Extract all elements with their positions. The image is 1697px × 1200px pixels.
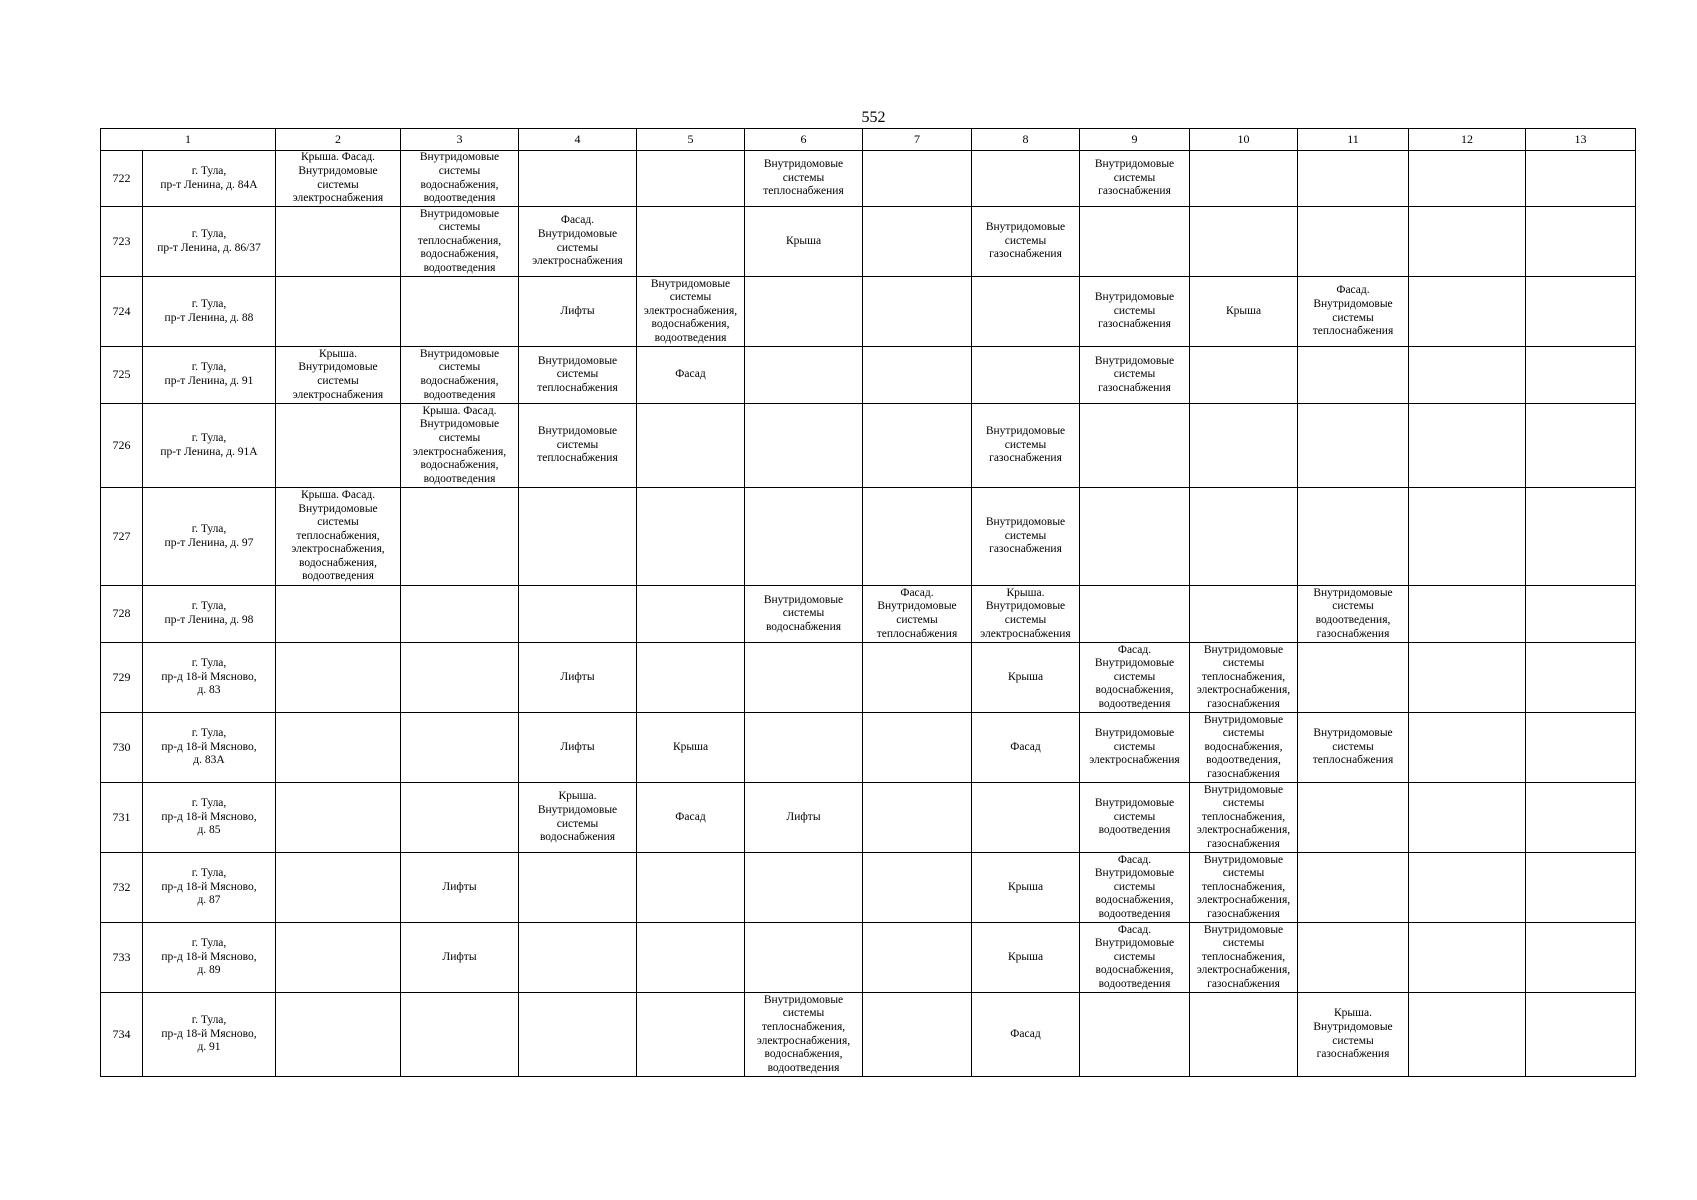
work-cell (637, 207, 745, 277)
column-header: 12 (1409, 129, 1526, 151)
work-cell (1409, 643, 1526, 713)
row-number: 732 (101, 853, 143, 923)
work-cell: Внутридомовые системы теплоснабжения (519, 404, 637, 488)
address-cell: г. Тула, пр-т Ленина, д. 84А (143, 151, 276, 207)
work-cell: Внутридомовые системы электроснабжения, водоснабжения, водоотведения (637, 277, 745, 347)
work-cell (745, 488, 863, 586)
work-cell (1298, 853, 1409, 923)
work-cell (519, 586, 637, 643)
address-cell: г. Тула, пр-д 18-й Мясново, д. 87 (143, 853, 276, 923)
work-cell (401, 488, 519, 586)
work-cell: Фасад (972, 993, 1080, 1077)
work-cell (1526, 853, 1636, 923)
work-cell (863, 404, 972, 488)
work-cell: Внутридомовые системы газоснабжения (972, 404, 1080, 488)
work-cell (637, 488, 745, 586)
work-cell (401, 586, 519, 643)
address-cell: г. Тула, пр-д 18-й Мясново, д. 91 (143, 993, 276, 1077)
work-cell: Лифты (745, 783, 863, 853)
work-cell (972, 347, 1080, 404)
work-cell (1080, 993, 1190, 1077)
work-cell: Крыша. Фасад. Внутридомовые системы электроснабжения (276, 151, 401, 207)
work-cell (276, 277, 401, 347)
work-cell (1526, 347, 1636, 404)
work-cell (1298, 643, 1409, 713)
work-cell (1190, 993, 1298, 1077)
work-cell (401, 783, 519, 853)
work-cell (1409, 404, 1526, 488)
work-cell: Внутридомовые системы теплоснабжения (745, 151, 863, 207)
work-cell: Фасад. Внутридомовые системы теплоснабжения (863, 586, 972, 643)
work-cell: Внутридомовые системы теплоснабжения, электроснабжения, водоснабжения, водоотведения (745, 993, 863, 1077)
table-row (101, 783, 1636, 853)
work-cell: Фасад (637, 347, 745, 404)
work-cell (972, 151, 1080, 207)
column-header: 5 (637, 129, 745, 151)
work-cell (1526, 993, 1636, 1077)
column-header: 3 (401, 129, 519, 151)
work-cell (519, 993, 637, 1077)
work-cell (1526, 151, 1636, 207)
work-cell: Внутридомовые системы газоснабжения (1080, 151, 1190, 207)
work-cell (401, 277, 519, 347)
work-cell (1409, 277, 1526, 347)
work-cell (1526, 713, 1636, 783)
work-cell (519, 923, 637, 993)
work-cell (745, 853, 863, 923)
work-cell: Крыша (1190, 277, 1298, 347)
address-cell: г. Тула, пр-д 18-й Мясново, д. 83 (143, 643, 276, 713)
work-cell (276, 643, 401, 713)
work-cell (1190, 488, 1298, 586)
table-row (101, 993, 1636, 1077)
work-cell (1409, 151, 1526, 207)
column-header: 4 (519, 129, 637, 151)
address-cell: г. Тула, пр-т Ленина, д. 91 (143, 347, 276, 404)
work-cell (276, 207, 401, 277)
work-cell: Лифты (519, 277, 637, 347)
work-cell (1526, 586, 1636, 643)
work-cell (1298, 151, 1409, 207)
address-cell: г. Тула, пр-д 18-й Мясново, д. 89 (143, 923, 276, 993)
work-cell (972, 277, 1080, 347)
work-cell (637, 923, 745, 993)
row-number: 728 (101, 586, 143, 643)
work-cell (276, 923, 401, 993)
work-cell (637, 151, 745, 207)
work-cell: Крыша. Фасад. Внутридомовые системы электроснабжения, водоснабжения, водоотведения (401, 404, 519, 488)
table-row (101, 277, 1636, 347)
address-cell: г. Тула, пр-т Ленина, д. 88 (143, 277, 276, 347)
work-cell: Лифты (401, 923, 519, 993)
work-cell (1409, 923, 1526, 993)
work-cell (1409, 586, 1526, 643)
table-row (101, 853, 1636, 923)
work-cell: Внутридомовые системы теплоснабжения, электроснабжения, газоснабжения (1190, 923, 1298, 993)
row-number: 727 (101, 488, 143, 586)
table-row (101, 713, 1636, 783)
work-cell: Крыша (637, 713, 745, 783)
work-cell (637, 586, 745, 643)
work-cell (863, 853, 972, 923)
address-cell: г. Тула, пр-т Ленина, д. 97 (143, 488, 276, 586)
work-cell (745, 923, 863, 993)
work-cell (1190, 207, 1298, 277)
work-cell (637, 643, 745, 713)
work-cell (637, 993, 745, 1077)
work-cell: Внутридомовые системы водоотведения (1080, 783, 1190, 853)
work-cell (1298, 207, 1409, 277)
work-cell: Крыша (972, 643, 1080, 713)
work-cell (1526, 207, 1636, 277)
work-cell (863, 151, 972, 207)
row-number: 726 (101, 404, 143, 488)
column-header-row (101, 129, 1636, 151)
work-cell (863, 347, 972, 404)
work-cell (1409, 993, 1526, 1077)
work-cell (1526, 488, 1636, 586)
work-cell (1409, 207, 1526, 277)
work-cell (1526, 277, 1636, 347)
work-cell: Крыша (745, 207, 863, 277)
work-cell (1409, 713, 1526, 783)
row-number: 722 (101, 151, 143, 207)
work-cell (519, 853, 637, 923)
work-cell (745, 277, 863, 347)
table-row (101, 488, 1636, 586)
table-row (101, 151, 1636, 207)
work-cell: Фасад. Внутридомовые системы водоснабжения, водоотведения (1080, 643, 1190, 713)
work-cell: Внутридомовые системы теплоснабжения, электроснабжения, газоснабжения (1190, 783, 1298, 853)
work-cell: Крыша. Внутридомовые системы электроснабжения (276, 347, 401, 404)
work-cell: Внутридомовые системы газоснабжения (972, 488, 1080, 586)
table-row (101, 586, 1636, 643)
work-cell: Фасад. Внутридомовые системы теплоснабжения (1298, 277, 1409, 347)
work-cell (1298, 404, 1409, 488)
work-cell (637, 404, 745, 488)
work-cell: Внутридомовые системы газоснабжения (1080, 277, 1190, 347)
column-header: 8 (972, 129, 1080, 151)
work-cell: Крыша (972, 923, 1080, 993)
column-header: 7 (863, 129, 972, 151)
work-cell (1409, 347, 1526, 404)
work-cell (401, 713, 519, 783)
work-cell: Внутридомовые системы водоснабжения, водоотведения (401, 347, 519, 404)
work-cell (863, 277, 972, 347)
work-cell (276, 713, 401, 783)
work-cell (1080, 488, 1190, 586)
work-cell: Лифты (519, 713, 637, 783)
work-cell: Фасад (972, 713, 1080, 783)
column-header: 2 (276, 129, 401, 151)
address-cell: г. Тула, пр-т Ленина, д. 86/37 (143, 207, 276, 277)
work-cell: Внутридомовые системы теплоснабжения (1298, 713, 1409, 783)
work-cell: Фасад (637, 783, 745, 853)
page-number: 552 (861, 109, 886, 126)
work-cell (519, 151, 637, 207)
table-row (101, 923, 1636, 993)
address-cell: г. Тула, пр-т Ленина, д. 98 (143, 586, 276, 643)
work-cell (1190, 404, 1298, 488)
work-cell (863, 643, 972, 713)
work-cell (1080, 207, 1190, 277)
work-cell: Фасад. Внутридомовые системы электроснабжения (519, 207, 637, 277)
work-cell (276, 993, 401, 1077)
address-cell: г. Тула, пр-т Ленина, д. 91А (143, 404, 276, 488)
table-row (101, 643, 1636, 713)
work-cell (1409, 783, 1526, 853)
work-cell (1526, 643, 1636, 713)
row-number: 723 (101, 207, 143, 277)
work-cell (863, 207, 972, 277)
work-cell (1409, 853, 1526, 923)
work-cell (1409, 488, 1526, 586)
work-cell (519, 488, 637, 586)
work-cell (637, 853, 745, 923)
work-cell (276, 586, 401, 643)
work-cell (1190, 151, 1298, 207)
work-cell: Лифты (401, 853, 519, 923)
work-cell: Фасад. Внутридомовые системы водоснабжения, водоотведения (1080, 923, 1190, 993)
work-cell: Внутридомовые системы газоснабжения (972, 207, 1080, 277)
column-header: 11 (1298, 129, 1409, 151)
work-cell (401, 993, 519, 1077)
work-cell (1080, 404, 1190, 488)
work-cell (745, 404, 863, 488)
column-header: 6 (745, 129, 863, 151)
column-header: 10 (1190, 129, 1298, 151)
work-cell (1526, 404, 1636, 488)
work-cell: Внутридомовые системы теплоснабжения (519, 347, 637, 404)
work-cell: Внутридомовые системы водоснабжения, водоотведения, газоснабжения (1190, 713, 1298, 783)
column-header: 13 (1526, 129, 1636, 151)
work-cell (276, 404, 401, 488)
work-cell: Внутридомовые системы электроснабжения (1080, 713, 1190, 783)
work-cell: Внутридомовые системы водоснабжения (745, 586, 863, 643)
work-cell (1298, 923, 1409, 993)
work-cell: Внутридомовые системы теплоснабжения, водоснабжения, водоотведения (401, 207, 519, 277)
work-cell (863, 783, 972, 853)
work-cell: Внутридомовые системы газоснабжения (1080, 347, 1190, 404)
work-cell (863, 923, 972, 993)
work-cell (1298, 488, 1409, 586)
work-cell (1298, 783, 1409, 853)
work-cell (276, 853, 401, 923)
work-cell (1190, 347, 1298, 404)
work-cell (863, 488, 972, 586)
work-cell (863, 993, 972, 1077)
work-cell: Внутридомовые системы водоснабжения, водоотведения (401, 151, 519, 207)
row-number: 725 (101, 347, 143, 404)
column-header: 1 (101, 129, 276, 151)
work-cell (1080, 586, 1190, 643)
row-number: 724 (101, 277, 143, 347)
work-cell (1190, 586, 1298, 643)
work-cell: Внутридомовые системы теплоснабжения, электроснабжения, газоснабжения (1190, 853, 1298, 923)
work-cell: Лифты (519, 643, 637, 713)
row-number: 731 (101, 783, 143, 853)
work-cell (401, 643, 519, 713)
work-cell: Крыша (972, 853, 1080, 923)
work-cell (745, 713, 863, 783)
work-cell (863, 713, 972, 783)
table-body (101, 129, 1636, 1077)
table-row (101, 347, 1636, 404)
table-row (101, 404, 1636, 488)
work-cell: Крыша. Фасад. Внутридомовые системы теплоснабжения, электроснабжения, водоснабжения, водоотведения (276, 488, 401, 586)
work-cell: Крыша. Внутридомовые системы водоснабжения (519, 783, 637, 853)
work-cell (745, 347, 863, 404)
work-cell (1298, 347, 1409, 404)
row-number: 730 (101, 713, 143, 783)
work-cell: Фасад. Внутридомовые системы водоснабжения, водоотведения (1080, 853, 1190, 923)
row-number: 733 (101, 923, 143, 993)
address-cell: г. Тула, пр-д 18-й Мясново, д. 83А (143, 713, 276, 783)
work-cell (1526, 783, 1636, 853)
work-cell (276, 783, 401, 853)
address-cell: г. Тула, пр-д 18-й Мясново, д. 85 (143, 783, 276, 853)
row-number: 734 (101, 993, 143, 1077)
schedule-table (100, 128, 1636, 1077)
work-cell (745, 643, 863, 713)
column-header: 9 (1080, 129, 1190, 151)
work-cell: Внутридомовые системы теплоснабжения, электроснабжения, газоснабжения (1190, 643, 1298, 713)
work-cell (1526, 923, 1636, 993)
row-number: 729 (101, 643, 143, 713)
work-cell (972, 783, 1080, 853)
work-cell: Крыша. Внутридомовые системы газоснабжения (1298, 993, 1409, 1077)
work-cell: Внутридомовые системы водоотведения, газоснабжения (1298, 586, 1409, 643)
work-cell: Крыша. Внутридомовые системы электроснабжения (972, 586, 1080, 643)
table-row (101, 207, 1636, 277)
